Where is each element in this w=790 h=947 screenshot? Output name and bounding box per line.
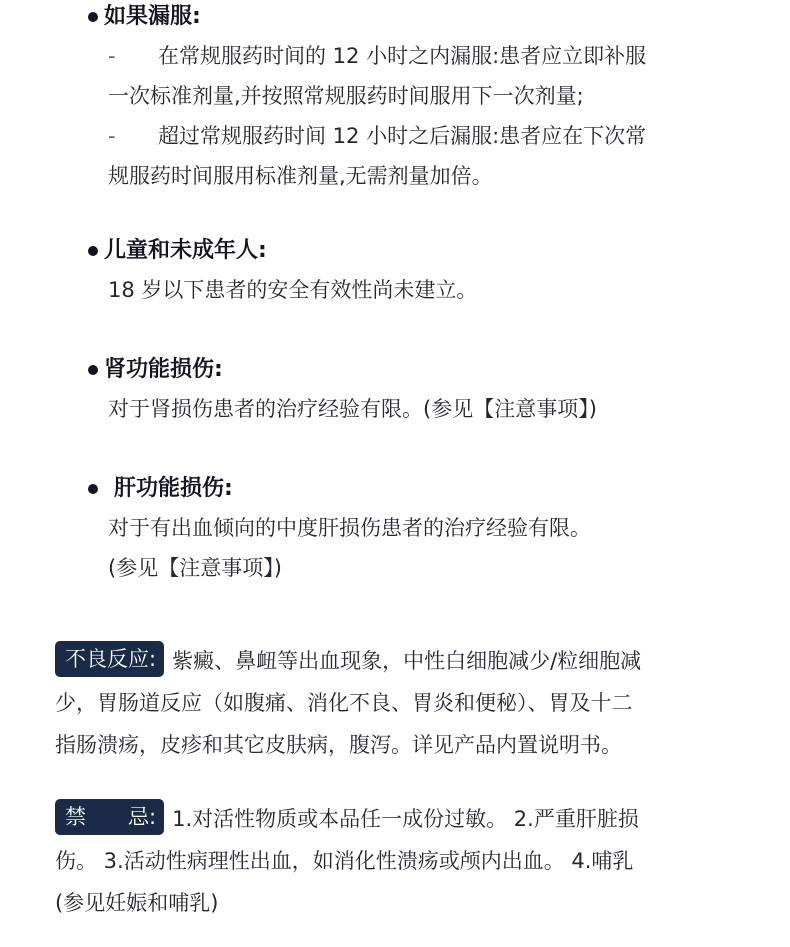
dash-marker: -	[108, 124, 116, 148]
hepatic-line-1: 对于有出血倾向的中度肝损伤患者的治疗经验有限。	[108, 516, 591, 540]
hepatic-body	[88, 508, 760, 588]
contra-line-1-row	[55, 798, 750, 840]
contra-line-1: 1.对活性物质或本品任一成份过敏。 2.严重肝脏损	[172, 807, 639, 831]
adverse-line-3: 指肠溃疡，皮疹和其它皮肤病，腹泻。详见产品内置说明书。	[55, 733, 622, 757]
missed-item-2-cont: 规服药时间服用标准剂量,无需剂量加倍。	[108, 164, 493, 188]
bullet-icon	[88, 246, 98, 256]
contra-line-3: (参见妊娠和哺乳)	[55, 891, 219, 915]
contra-line-2: 伤。 3.活动性病理性出血，如消化性溃疡或颅内出血。 4.哺乳	[55, 849, 634, 873]
children-section	[88, 236, 760, 310]
list-item	[108, 36, 760, 76]
missed-item-1-text: 在常规服药时间的 12 小时之内漏服:患者应立即补服	[158, 44, 647, 68]
missed-dose-body	[88, 36, 760, 196]
missed-item-1-cont: 一次标准剂量,并按照常规服药时间服用下一次剂量;	[108, 84, 584, 108]
renal-section	[88, 355, 760, 429]
children-body	[88, 270, 760, 310]
hepatic-line-2: (参见【注意事项】)	[108, 556, 282, 580]
children-heading	[88, 236, 760, 266]
bullet-icon	[88, 365, 98, 375]
missed-dose-title: 如果漏服:	[104, 4, 201, 29]
dash-marker: -	[108, 44, 116, 68]
renal-body	[88, 389, 760, 429]
adverse-label: 不良反应:	[55, 641, 164, 677]
missed-dose-heading	[88, 2, 760, 32]
adverse-section	[55, 640, 750, 766]
bullet-icon	[88, 484, 98, 494]
missed-dose-section	[88, 2, 760, 196]
hepatic-title: 肝功能损伤:	[114, 476, 233, 501]
bullet-icon	[88, 12, 98, 22]
list-item	[108, 116, 760, 156]
adverse-line-1: 紫癜、鼻衄等出血现象，中性白细胞减少/粒细胞减	[172, 649, 642, 673]
renal-heading	[88, 355, 760, 385]
renal-title: 肾功能损伤:	[104, 357, 223, 382]
adverse-line-2: 少，胃肠道反应（如腹痛、消化不良、胃炎和便秘）、胃及十二	[55, 691, 633, 715]
children-title: 儿童和未成年人:	[104, 238, 267, 263]
children-line-1: 18 岁以下患者的安全有效性尚未建立。	[108, 278, 478, 302]
missed-item-2-text: 超过常规服药时间 12 小时之后漏服:患者应在下次常	[158, 124, 647, 148]
adverse-line-1-row	[55, 640, 750, 682]
renal-line-1: 对于肾损伤患者的治疗经验有限。(参见【注意事项】)	[108, 397, 597, 421]
contra-label: 禁 忌:	[55, 799, 164, 835]
contra-section	[55, 798, 750, 924]
hepatic-heading	[88, 474, 760, 504]
hepatic-section	[88, 474, 760, 588]
